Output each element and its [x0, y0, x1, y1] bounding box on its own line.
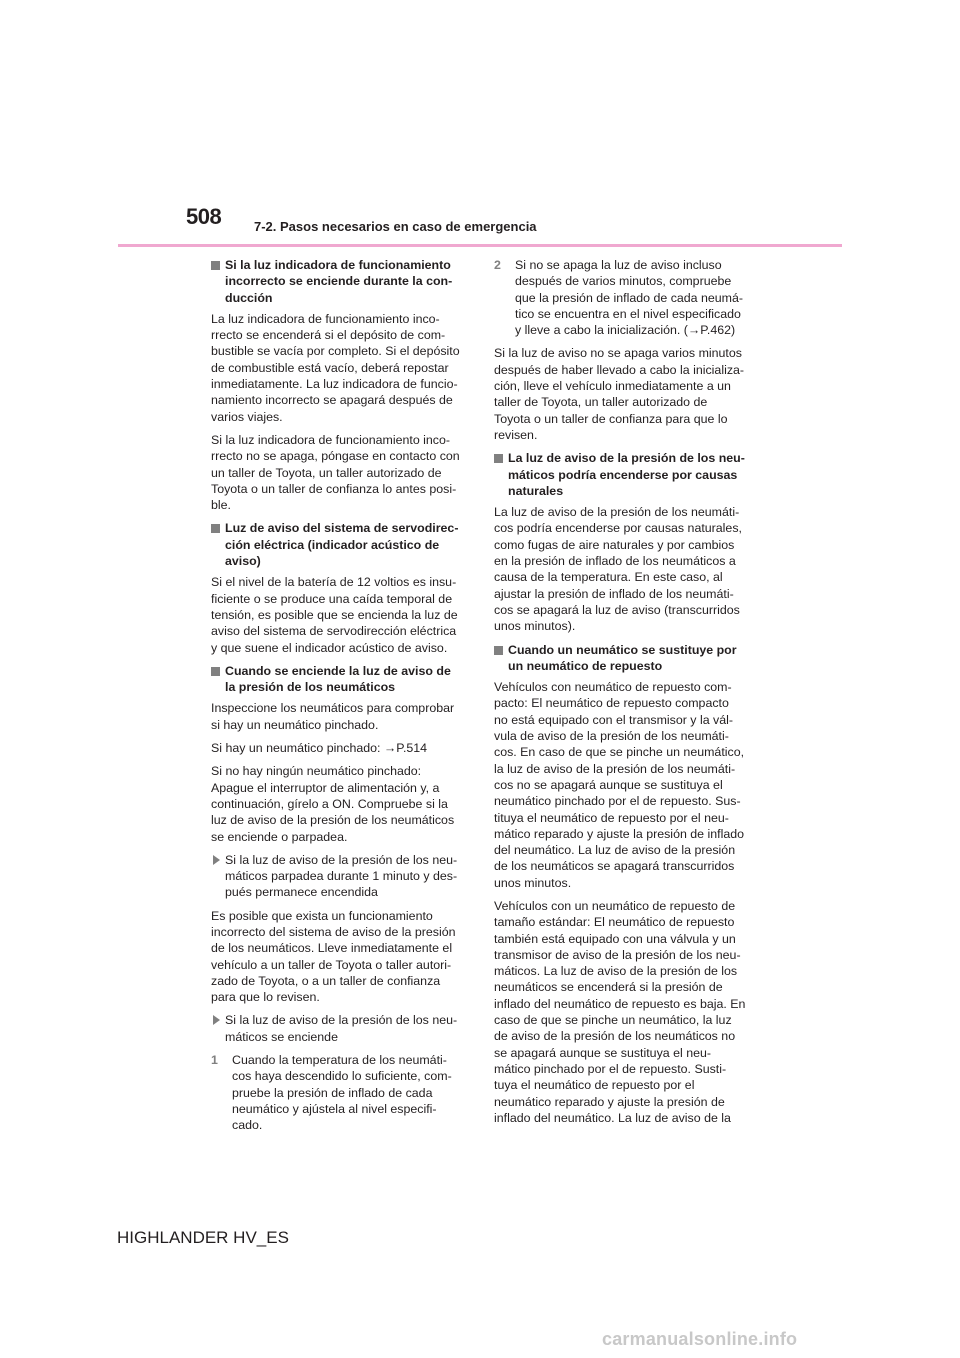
- arrow-item-blinking: [211, 852, 463, 901]
- header-divider: [118, 244, 842, 247]
- square-bullet-icon: [494, 646, 503, 655]
- arrow-item-text: Si la luz de aviso de la presión de los neu-máticos parpadea durante 1 minuto y des-pués permanece encendida: [225, 852, 458, 900]
- triangle-bullet-icon: [213, 855, 220, 865]
- paragraph: Inspeccione los neumáticos para comprobar si hay un neumático pinchado.: [211, 701, 455, 732]
- paragraph: Vehículos con neumático de repuesto com-pacto: El neumático de repuesto compacto no está equipado con el transmisor y la vál-vula de aviso de la presión de los neumáti-cos. En caso de que se pinche un neumático, la luz de aviso de la presión de los neumáti-cos no se apagará aunque se sustituya el neumático pinchado por el de repuesto. Sus-tituya el neumático de repuesto por el neu-mático reparado y ajuste la presión de inflado del neumático. La luz de aviso de la presión de los neumáticos se apagará transcurridos unos minutos.: [494, 680, 745, 890]
- right-column: [494, 257, 746, 1133]
- paragraph: Es posible que exista un funcionamiento incorrecto del sistema de aviso de la presión de los neumáticos. Lleve inmediatamente el vehículo a un taller de Toyota o taller autori-zado de Toyota, o a un taller de confianza para que lo revisen.: [211, 908, 456, 1005]
- paragraph: Si el nivel de la batería de 12 voltios es insu-ficiente o se produce una caída temporal de tensión, es posible que se encienda la luz de aviso del sistema de servodirección eléctrica y que suene el indicador acústico de aviso.: [211, 575, 458, 655]
- step-number: 1: [211, 1053, 218, 1068]
- paragraph: La luz indicadora de funcionamiento inco-rrecto se encenderá si el depósito de com-bustible se vacía por completo. Si el depósito de combustible está vacío, deberá repostar inmediatamente. La luz indicadora de funcio-namiento incorrecto se apagará después de varios viajes.: [211, 311, 460, 424]
- heading-text: Si la luz indicadora de funcionamiento incorrecto se enciende durante la con-ducción: [225, 258, 453, 305]
- left-column: [211, 257, 463, 1141]
- heading-tire-pressure-warning: [211, 663, 463, 696]
- heading-spare-tire: [494, 642, 746, 675]
- heading-malfunction-light: [211, 257, 463, 306]
- paragraph: Si la luz indicadora de funcionamiento inco-rrecto no se apaga, póngase en contacto con un taller de Toyota, un taller autorizado de Toyota o un taller de confianza lo antes posi-ble.: [211, 432, 460, 513]
- step-2: [494, 257, 746, 338]
- paragraph: Vehículos con un neumático de repuesto de tamaño estándar: El neumático de repuesto también está equipado con una válvula y un transmisor de aviso de la presión de los neu-máticos. La luz de aviso de la presión de los neumáticos se encenderá si la presión de inflado del neumático de repuesto es baja. En caso de que se pinche un neumático, la luz de aviso de la presión de los neumáticos no se apagará aunque se sustituya el neu-mático pinchado por el de repuesto. Susti-tuya el neumático de repuesto por el neumático reparado y ajuste la presión de inflado del neumático. La luz de aviso de la: [494, 898, 746, 1125]
- heading-text: Cuando un neumático se sustituye por un neumático de repuesto: [508, 642, 737, 673]
- paragraph: La luz de aviso de la presión de los neumáti-cos podría encenderse por causas naturales, como fugas de aire naturales y por cambios en la presión de inflado de los neumáticos a causa de la temperatura. En este caso, al ajustar la presión de inflado de los neumáti-cos se apagará la luz de aviso (transcurridos unos minutos).: [494, 505, 742, 634]
- arrow-item-text: Si la luz de aviso de la presión de los neu-máticos se enciende: [225, 1013, 458, 1044]
- paragraph: Si la luz de aviso no se apaga varios minutos después de haber llevado a cabo la inicializa-ción, lleve el vehículo inmediatamente a un taller de Toyota, un taller autorizado de Toyota o un taller de confianza para que lo revisen.: [494, 346, 745, 442]
- watermark: carmanualsonline.info: [602, 1329, 798, 1349]
- arrow-item-lit: [211, 1012, 463, 1045]
- step-text: Si no se apaga la luz de aviso incluso después de varios minutos, compruebe que la presión de inflado de cada neumá-tico se encuentra en el nivel especificado y lleve a cabo la inicialización. (→P.462): [515, 258, 744, 338]
- heading-natural-causes: [494, 450, 746, 499]
- step-1: [211, 1052, 463, 1133]
- page-number: 508: [186, 204, 222, 229]
- square-bullet-icon: [211, 524, 220, 533]
- square-bullet-icon: [211, 667, 220, 676]
- square-bullet-icon: [211, 261, 220, 270]
- square-bullet-icon: [494, 454, 503, 463]
- paragraph: Si no hay ningún neumático pinchado: Apague el interruptor de alimentación y, a continuación, gírelo a ON. Compruebe si la luz de aviso de la presión de los neumáticos se enciende o parpadea.: [211, 764, 455, 844]
- heading-text: La luz de aviso de la presión de los neu-máticos podría encenderse por causas naturales: [508, 451, 745, 498]
- section-title: 7-2. Pasos necesarios en caso de emergencia: [254, 219, 537, 234]
- heading-text: Luz de aviso del sistema de servodirec-ción eléctrica (indicador acústico de aviso): [225, 521, 459, 569]
- footer-model-label: HIGHLANDER HV_ES: [117, 1228, 289, 1247]
- step-number: 2: [494, 258, 501, 272]
- step-text: Cuando la temperatura de los neumáti-cos haya descendido lo suficiente, com-pruebe la presión de inflado de cada neumático y ajústela al nivel especifi-cado.: [232, 1053, 452, 1133]
- heading-text: Cuando se enciende la luz de aviso de la presión de los neumáticos: [225, 663, 451, 695]
- triangle-bullet-icon: [213, 1015, 220, 1025]
- heading-power-steering-warning: [211, 520, 463, 569]
- paragraph-page-reference: Si hay un neumático pinchado: →P.514: [211, 741, 428, 756]
